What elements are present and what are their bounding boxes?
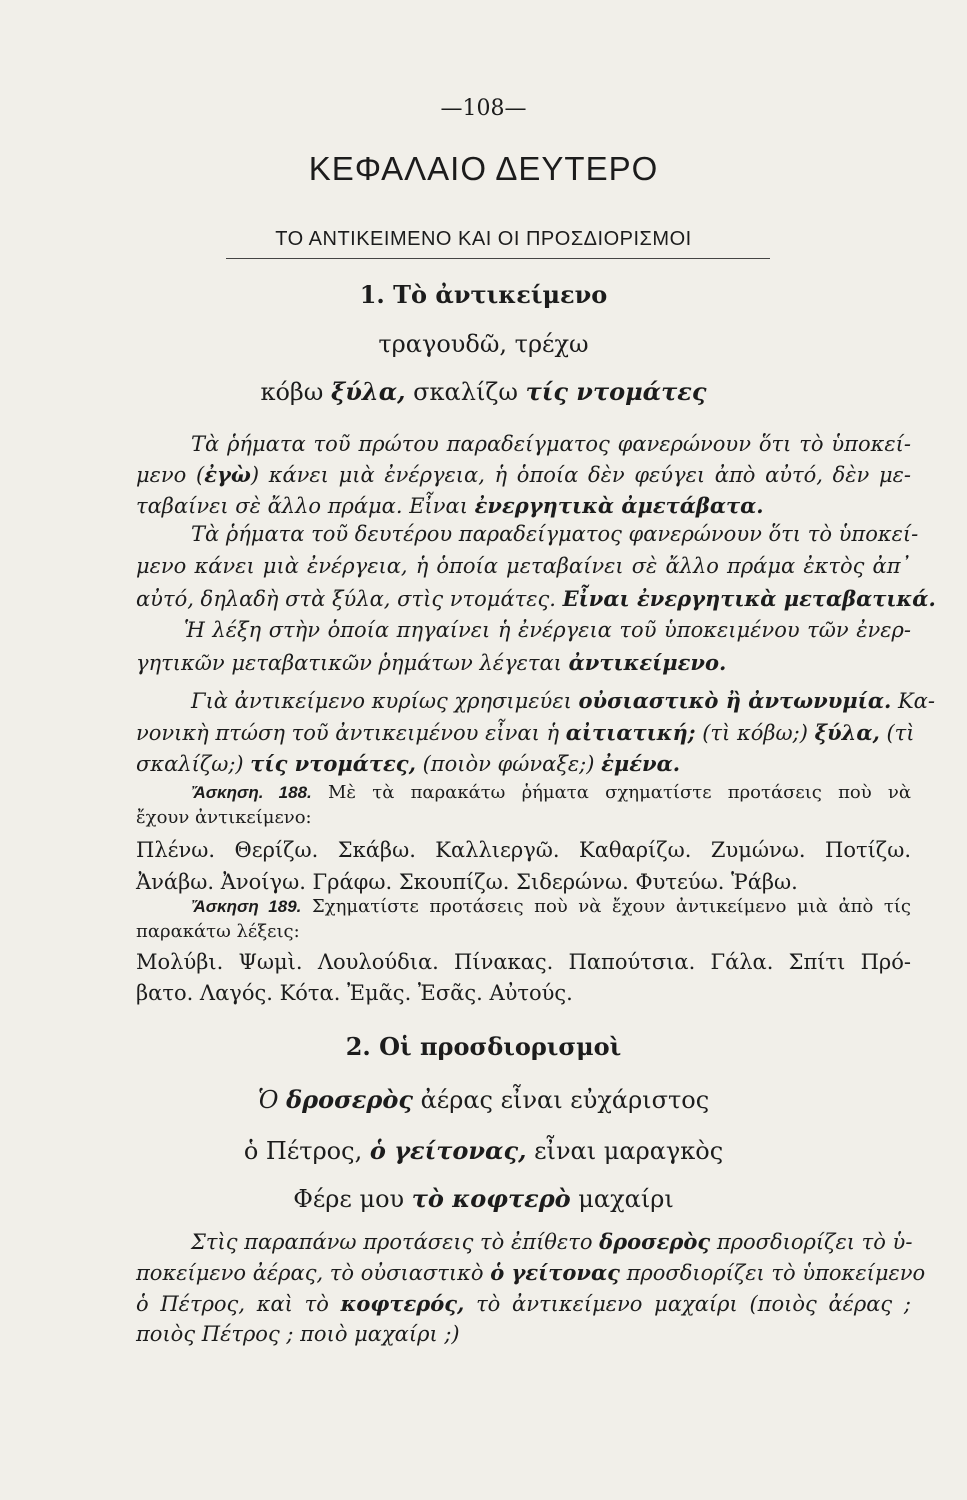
page-number: —108— (440, 96, 527, 121)
chapter-title: ΚΕΦΑΛΑΙΟ ΔΕΥΤΕΡΟ (308, 150, 659, 187)
section-title: ΤΟ ΑΝΤΙΚΕΙΜΕΝΟ ΚΑΙ ΟΙ ΠΡΟΣΔΙΟΡΙΣΜΟΙ (275, 228, 692, 250)
example-adjective: Ὁ δροσερὸς ἀέρας εἶναι εὐχάριστος (257, 1085, 710, 1114)
section-heading-modifiers: 2. Οἱ προσδιορισμοὶ (345, 1032, 622, 1061)
example-transitive: κόβω ξύλα, σκαλίζω τίς ντομάτες (260, 377, 707, 406)
book-page: —108— ΚΕΦΑΛΑΙΟ ΔΕΥΤΕΡΟ ΤΟ ΑΝΤΙΚΕΙΜΕΝΟ ΚΑΙ ΟΙ ΠΡΟΣΔΙΟΡΙΣΜΟΙ 1. Τὸ ἀντικείμενο τραγουδῶ, τρέχω κόβω ξύλα, σκαλίζω τίς ντομάτες Τὰ ῥήματα τοῦ πρώτου παραδείγματος φανερώνουν ὅτι τὸ ὑποκεί- μενο (ἐγὼ) κάνει μιὰ ἐνέργεια, ἡ ὁποία δὲν φεύγει ἀπὸ αὐτό, δὲν με- ταβαίνει σὲ ἄλλο πράμα. Εἶναι ἐνεργητικὰ ἀμετάβατα. Τὰ ῥήματα τοῦ δευτέρου παραδείγματος φανερώνουν ὅτι τὸ ὑποκεί- μενο κάνει μιὰ ἐνέργεια, ἡ ὁποία μεταβαίνει σὲ ἄλλο πράμα ἐκτὸς ἀπ᾿ αὐτό, δηλαδὴ στὰ ξύλα, στὶς ντομάτες. Εἶναι ἐνεργητικὰ μεταβατικά. Ἡ λέξη στὴν ὁποία πηγαίνει ἡ ἐνέργεια τοῦ ὑποκειμένου τῶν ἐνερ- γητικῶν μεταβατικῶν ῥημάτων λέγεται ἀντικείμενο. Γιὰ ἀντικείμενο κυρίως χρησιμεύει οὐσιαστικὸ ἢ ἀντωνυμία. Κα- νονικὴ πτώση τοῦ ἀντικειμένου εἶναι ἡ αἰτιατική; (τὶ κόβω;) ξύλα, (τὶ σκαλίζω;) τίς ντομάτες, (ποιὸν φώναξε;) ἐμένα. Ἄσκηση. 188. Μὲ τὰ παρακάτω ῥήματα σχηματίστε προτάσεις ποὺ νὰ ἔχουν ἀντικείμενο: Πλένω. Θερίζω. Σκάβω. Καλλιεργῶ. Καθαρίζω. Ζυμώνω. Ποτίζω. Ἀνάβω. Ἀνοίγω. Γράφω. Σκουπίζω. Σιδερώνω. Φυτεύω. Ῥάβω. Ἄσκηση 189. Σχηματίστε προτάσεις ποὺ νὰ ἔχουν ἀντικείμενο μιὰ ἀπὸ τίς παρακάτω λέξεις: Μολύβι. Ψωμὶ. Λουλούδια. Πίνακας. Παπούτσια. Γάλα. Σπίτι Πρό- βατο. Λαγός. Κότα. Ἐμᾶς. Ἐσᾶς. Αὐτούς. 2. Οἱ προσδιορισμοὶ Ὁ δροσερὸς ἀέρας εἶναι εὐχάριστος ὁ Πέτρος, ὁ γείτονας, εἶναι μαραγκὸς Φέρε μου τὸ κοφτερὸ μαχαίρι Στὶς παραπάνω προτάσεις τὸ ἐπίθετο δροσερὸς προσδιορίζει τὸ ὑ- ποκείμενο ἀέρας, τὸ οὐσιαστικὸ ὁ γείτονας προσδιορίζει τὸ ὑποκείμενο ὁ Πέτρος, καὶ τὸ κοφτερός, τὸ ἀντικείμενο μαχαίρι (ποιὸς ἀέρας ; ποιὸς Πέτρος ; ποιὸ μαχαίρι ;) (0, 0, 967, 1500)
title-underline (226, 258, 770, 259)
section-heading-object: 1. Τὸ ἀντικείμενο (359, 280, 608, 309)
example-object-modifier: Φέρε μου τὸ κοφτερὸ μαχαίρι (293, 1184, 674, 1213)
example-apposition: ὁ Πέτρος, ὁ γείτονας, εἶναι μαραγκὸς (243, 1136, 724, 1165)
example-intransitive: τραγουδῶ, τρέχω (378, 330, 589, 358)
